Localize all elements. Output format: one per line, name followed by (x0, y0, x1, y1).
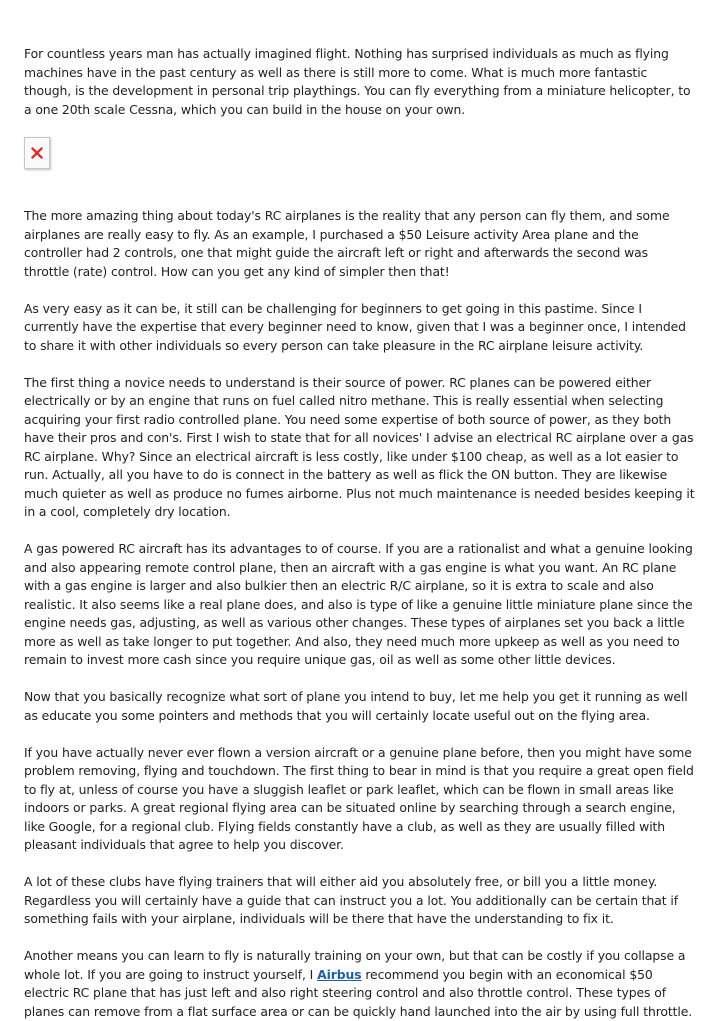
paragraph-9 (24, 947, 696, 1021)
paragraph-6: Now that you basically recognize what sort of plane you intend to buy, let me help you get it running as well as educate you some pointers and methods that you will certainly locate useful out on the flying area. (24, 689, 688, 723)
broken-image-placeholder (24, 137, 50, 169)
airbus-link[interactable]: Airbus (317, 966, 362, 982)
paragraph-5: A gas powered RC aircraft has its advantages to of course. If you are a rationalist and what a genuine looking and also appearing remote control plane, then an aircraft with a gas engine is what you want. An RC plane with a gas engine is larger and also bulkier then an electric R/C airplane, so it is extra to scale and also realistic. It also seems like a real plane does, and also is type of like a genuine little miniature plane since the engine needs gas, adjusting, as well as various other changes. These types of airplanes set you back a little more as well as take longer to put together. And also, they need much more upkeep as well as you need to remain to invest more cash since you require unique gas, oil as well as some other little devices. (24, 541, 693, 667)
paragraph-4: The first thing a novice needs to understand is their source of power. RC planes can be powered either electrically or by an engine that runs on fuel called nitro methane. This is really essential when selecting acquiring your first radio controlled plane. You need some expertise of both source of power, as they both have their pros and con's. First I wish to state that for all novices' I advise an electrical RC airplane over a gas RC airplane. Why? Since an electrical aircraft is less costly, like under $100 cheap, as well as a lot easier to run. Actually, all you have to do is connect in the battery as well as flick the ON button. They are likewise much quieter as well as produce no fumes airborne. Plus not much maintenance is needed besides keeping it in a cool, completely dry location. (24, 374, 695, 519)
paragraph-9-text-after: recommend you begin with an economical $50 electric RC plane that has just left and also right steering control and also throttle control. These types of planes can remove from a flat surface area or can be quickly hand launched into the air by using full throttle. (24, 966, 693, 1019)
broken-image-icon (31, 144, 43, 163)
paragraph-1: For countless years man has actually imagined flight. Nothing has surprised individuals as much as flying machines have in the past century as well as there is still more to come. What is much more fantastic though, is the development in personal trip playthings. You can fly everything from a miniature helicopter, to a one 20th scale Cessna, which you can build in the house on your own. (24, 46, 691, 117)
paragraph-2: The more amazing thing about today's RC airplanes is the reality that any person can fly them, and some airplanes are really easy to fly. As an example, I purchased a $50 Leisure activity Area plane and the controller had 2 controls, one that might guide the aircraft left or right and afterwards the second was throttle (rate) control. How can you get any kind of simpler then that! (24, 208, 670, 279)
paragraph-9-text-before: Another means you can learn to fly is naturally training on your own, but that can be costly if you collapse a whole lot. If you are going to instruct yourself, I (24, 948, 686, 982)
paragraph-3: As very easy as it can be, it still can be challenging for beginners to get going in this pastime. Since I currently have the expertise that every beginner need to know, given that I was a beginner once, I intended to share it with other individuals so every person can take pleasure in the RC airplane leisure activity. (24, 300, 686, 353)
paragraph-8: A lot of these clubs have flying trainers that will either aid you absolutely free, or bill you a little money. Regardless you will certainly have a guide that can instruct you a lot. You additionally can be certain that if something fails with your airplane, individuals will be there that have the understanding to fix it. (24, 874, 678, 926)
paragraph-7: If you have actually never ever flown a version aircraft or a genuine plane before, then you might have some problem removing, flying and touchdown. The first thing to bear in mind is that you require a great open field to fly at, unless of course you have a sluggish leaflet or park leaflet, which can be flown in small areas like indoors or parks. A great regional flying area can be situated online by searching through a search engine, like Google, for a regional club. Flying fields constantly have a club, as well as they are usually filled with pleasant individuals that agree to help you discover. (24, 744, 694, 852)
